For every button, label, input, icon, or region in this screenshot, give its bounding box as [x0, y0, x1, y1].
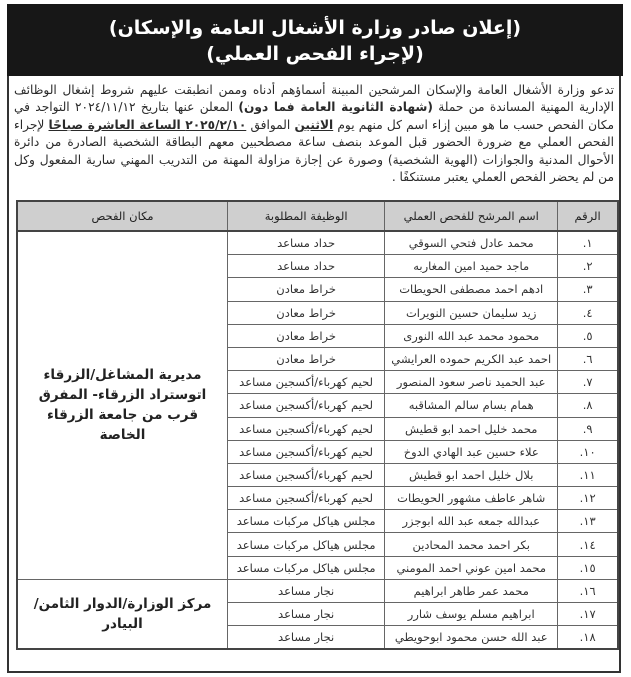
required-job: لحيم كهرباء/أكسجين مساعد: [228, 487, 385, 510]
candidate-name: علاء حسين عبد الهادي الدوخ: [385, 440, 558, 463]
header-number: الرقم: [558, 201, 618, 231]
header-place: مكان الفحص: [17, 201, 228, 231]
announcement-header: [7, 4, 623, 76]
required-job: حداد مساعد: [228, 255, 385, 278]
row-number: ١٨.: [558, 626, 618, 650]
row-number: ١٧.: [558, 603, 618, 626]
required-job: لحيم كهرباء/أكسجين مساعد: [228, 371, 385, 394]
announcement-title: (إعلان صادر وزارة الأشغال العامة والإسكان): [108, 17, 522, 39]
candidate-name: محمد خليل احمد ابو قطيش: [385, 417, 558, 440]
row-number: ٦.: [558, 347, 618, 370]
intro-date-time: ٢٠٢٥/٢/١٠ الساعة العاشرة صباحًا: [48, 117, 247, 132]
intro-qualification: (شهادة الثانوية العامة فما دون): [238, 100, 433, 115]
candidate-name: عبد الحميد ناصر سعود المنصور: [385, 371, 558, 394]
row-number: ١٥.: [558, 556, 618, 579]
candidate-name: بكر احمد محمد المحادين: [385, 533, 558, 556]
required-job: خراط معادن: [228, 301, 385, 324]
row-number: ١.: [558, 231, 618, 255]
header-name: اسم المرشح للفحص العملي: [385, 201, 558, 231]
required-job: نجار مساعد: [228, 626, 385, 650]
required-job: خراط معادن: [228, 324, 385, 347]
candidate-name: بلال خليل احمد ابو قطيش: [385, 463, 558, 486]
candidate-name: شاهر عاطف مشهور الحويطات: [385, 487, 558, 510]
required-job: لحيم كهرباء/أكسجين مساعد: [228, 463, 385, 486]
table-row: [17, 579, 618, 602]
required-job: مجلس هياكل مركبات مساعد: [228, 556, 385, 579]
table-row: [17, 231, 618, 255]
candidate-name: ادهم احمد مصطفى الحويطات: [385, 278, 558, 301]
row-number: ٥.: [558, 324, 618, 347]
candidate-name: عبد الله حسن محمود ابوحويطي: [385, 626, 558, 650]
intro-text-1: تدعو وزارة الأشغال العامة والإسكان المرشحين المبينة أسماؤهم أدناه وممن انطبقت عليهم شروط إشغال الوظائف الإدارية المهنية المساندة من حملة: [14, 83, 615, 115]
header-job: الوظيفة المطلوبة: [228, 201, 385, 231]
row-number: ٩.: [558, 417, 618, 440]
exam-location: مديرية المشاغل/الزرقاء اتوستراد الزرقاء- المفرق قرب من جامعة الزرقاء الخاصة: [17, 231, 228, 579]
row-number: ١٠.: [558, 440, 618, 463]
candidate-name: ابراهيم مسلم يوسف شارر: [385, 603, 558, 626]
row-number: ٧.: [558, 371, 618, 394]
required-job: مجلس هياكل مركبات مساعد: [228, 533, 385, 556]
required-job: لحيم كهرباء/أكسجين مساعد: [228, 417, 385, 440]
candidate-name: محمود محمد عبد الله النورى: [385, 324, 558, 347]
row-number: ٣.: [558, 278, 618, 301]
row-number: ١٢.: [558, 487, 618, 510]
required-job: خراط معادن: [228, 278, 385, 301]
candidate-name: زيد سليمان حسين النويرات: [385, 301, 558, 324]
candidates-table: [16, 200, 619, 650]
table-header-row: [17, 201, 618, 231]
candidate-name: احمد عبد الكريم حموده العرايشي: [385, 347, 558, 370]
required-job: خراط معادن: [228, 347, 385, 370]
announcement-subtitle: (لإجراء الفحص العملي): [206, 43, 424, 65]
row-number: ٤.: [558, 301, 618, 324]
intro-text-3: الموافق: [246, 117, 295, 132]
intro-text-2: المعلن عنها بتاريخ ٢٠٢٤/١١/١٢ التواجد في مكان الفحص حسب ما هو مبين إزاء اسم كل منهم يوم: [14, 100, 614, 132]
exam-location: مركز الوزارة/الدوار الثامن/البيادر: [17, 579, 228, 649]
candidate-name: محمد عمر طاهر ابراهيم: [385, 579, 558, 602]
intro-day: الاثنين: [294, 117, 334, 132]
candidate-name: محمد امين عوني احمد المومني: [385, 556, 558, 579]
row-number: ١٤.: [558, 533, 618, 556]
required-job: نجار مساعد: [228, 579, 385, 602]
required-job: نجار مساعد: [228, 603, 385, 626]
row-number: ٢.: [558, 255, 618, 278]
row-number: ٨.: [558, 394, 618, 417]
required-job: مجلس هياكل مركبات مساعد: [228, 510, 385, 533]
table-body: [17, 231, 618, 649]
row-number: ١٦.: [558, 579, 618, 602]
candidate-name: محمد عادل فتحي السوقي: [385, 231, 558, 255]
candidate-name: عبدالله جمعه عبد الله ابوجزر: [385, 510, 558, 533]
row-number: ١٣.: [558, 510, 618, 533]
required-job: لحيم كهرباء/أكسجين مساعد: [228, 394, 385, 417]
intro-text-4: لإجراء الفحص العملي مع ضرورة الحضور قبل الموعد بنصف ساعة مصطحبين معهم البطاقة الشخصية الصادرة من دائرة الأحوال المدنية والجوازات (الهوية الشخصية) وصورة عن إجازة مزاولة المهنة من التدريب المهني سارية المفعول وكل من لم يحضر الفحص العملي يعتبر مستنكفًا .: [14, 117, 614, 185]
candidate-name: همام بسام سالم المشاقبه: [385, 394, 558, 417]
row-number: ١١.: [558, 463, 618, 486]
intro-paragraph: [14, 82, 614, 186]
required-job: لحيم كهرباء/أكسجين مساعد: [228, 440, 385, 463]
required-job: حداد مساعد: [228, 231, 385, 255]
candidate-name: ماجد حميد امين المغاربه: [385, 255, 558, 278]
